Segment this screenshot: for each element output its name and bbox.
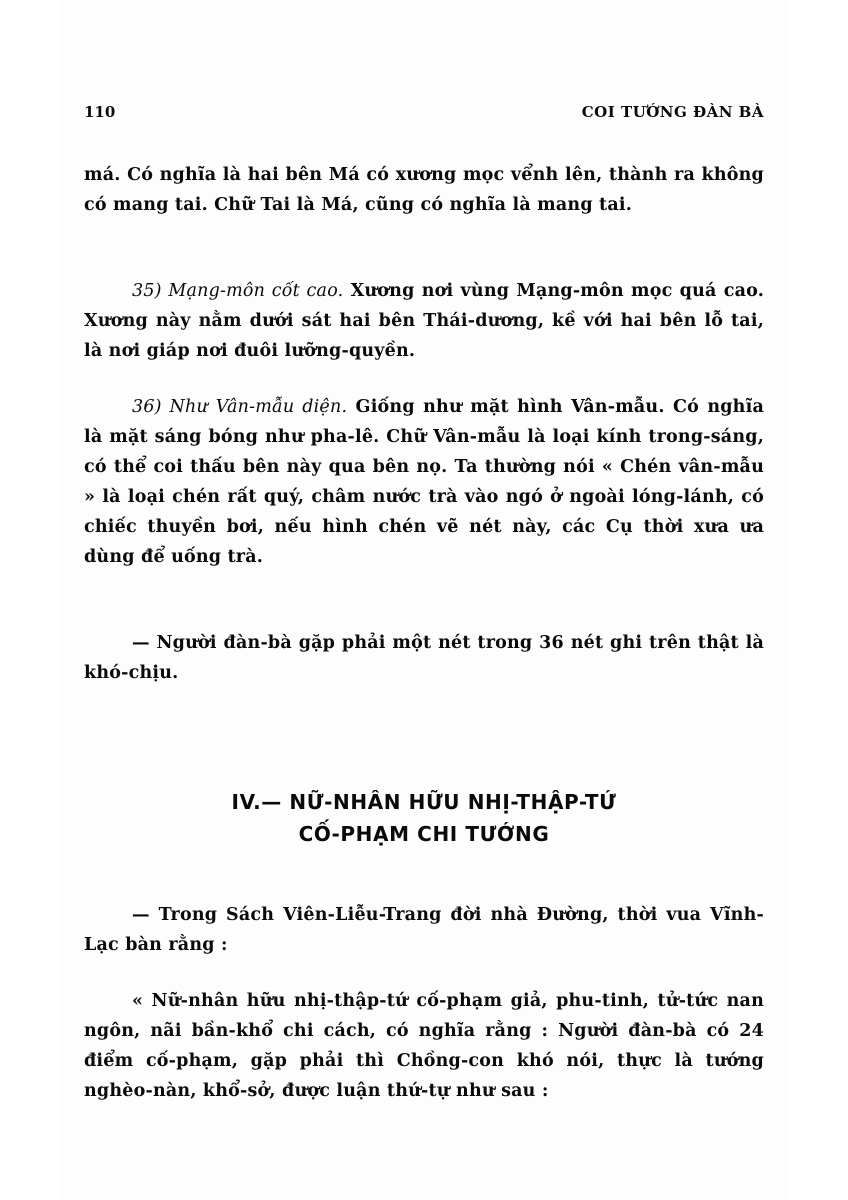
item-35-text xyxy=(84,276,764,366)
conclusion-text: — Người đàn-bà gặp phải một nét trong 36 nét ghi trên thật là khó-chịu. xyxy=(84,633,764,683)
paragraph-quote xyxy=(84,986,764,1106)
paragraph-item-36 xyxy=(84,392,764,572)
section-heading-line-2: CỐ-PHẠM CHI TƯỚNG xyxy=(298,822,550,846)
item-36-body: Giống như mặt hình Vân-mẫu. Có nghĩa là mặt sáng bóng như pha-lê. Chữ Vân-mẫu là loại kính trong-sáng, có thể coi thấu bên này qua bên nọ. Ta thường nói « Chén vân-mẫu » là loại chén rất quý, châm nước trà vào ngó ở ngoài lóng-lánh, có chiếc thuyền bơi, nếu hình chén vẽ nét này, các Cụ thời xưa ưa dùng để uống trà. xyxy=(84,397,764,567)
continuation-text: má. Có nghĩa là hai bên Má có xương mọc vểnh lên, thành ra không có mang tai. Chữ Tai là Má, cũng có nghĩa là mang tai. xyxy=(84,165,764,215)
item-36-label: 36) Như Vân-mẫu diện. xyxy=(132,397,348,417)
running-title: COI TƯỚNG ĐÀN BÀ xyxy=(581,103,764,121)
page-number: 110 xyxy=(84,103,116,121)
paragraph-continuation xyxy=(84,160,764,220)
section-heading-line-1: IV.— NỮ-NHÂN HỮU NHỊ-THẬP-TỨ xyxy=(231,790,617,814)
item-35-body: Xương nơi vùng Mạng-môn mọc quá cao. Xương này nằm dưới sát hai bên Thái-dương, kề với hai bên lỗ tai, là nơi giáp nơi đuôi lưỡng-quyền. xyxy=(84,281,764,361)
section-heading xyxy=(84,786,764,850)
paragraph-conclusion xyxy=(84,628,764,688)
paragraph-item-35 xyxy=(84,276,764,366)
item-36-text xyxy=(84,392,764,572)
paragraph-intro xyxy=(84,900,764,960)
quote-text: « Nữ-nhân hữu nhị-thập-tứ cố-phạm giả, phu-tinh, tử-tức nan ngôn, nãi bần-khổ chi cách, có nghĩa rằng : Người đàn-bà có 24 điểm cố-phạm, gặp phải thì Chồng-con khó nói, thực là tướng nghèo-nàn, khổ-sở, được luận thứ-tự như sau : xyxy=(84,991,764,1101)
running-header xyxy=(84,103,764,127)
item-35-label: 35) Mạng-môn cốt cao. xyxy=(132,281,344,301)
intro-text: — Trong Sách Viên-Liễu-Trang đời nhà Đường, thời vua Vĩnh-Lạc bàn rằng : xyxy=(84,905,764,955)
